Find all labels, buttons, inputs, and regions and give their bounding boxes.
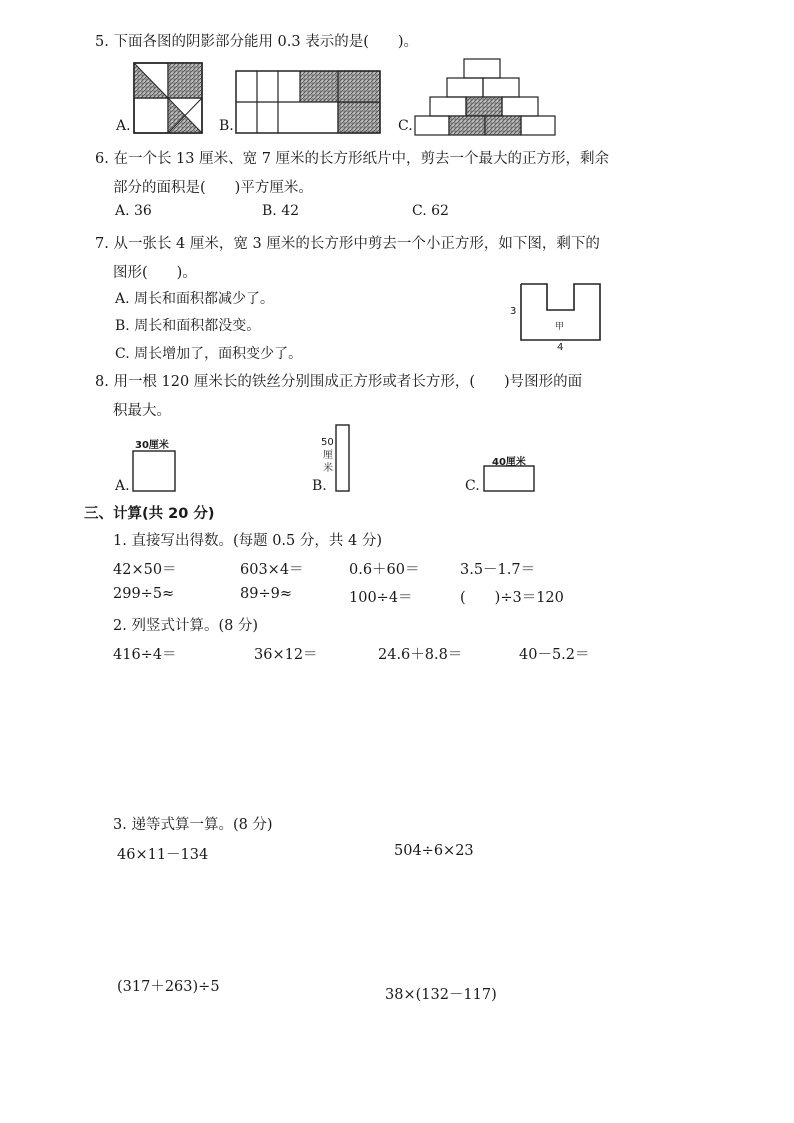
q8-line2: 积最大。 (113, 403, 171, 419)
calc-item: 42×50＝ (113, 562, 177, 578)
q8-figure-a-square (132, 450, 176, 492)
q6-option-c: C. 62 (412, 203, 449, 219)
q7-option-c: C. 周长增加了，面积变少了。 (115, 346, 303, 362)
q7-option-a: A. 周长和面积都减少了。 (115, 291, 275, 307)
q6-line2: 部分的面积是( )平方厘米。 (113, 180, 313, 196)
calc-item: 89÷9≈ (240, 586, 292, 602)
q6-option-b: B. 42 (262, 203, 300, 219)
q5-option-b-label: B. (219, 118, 234, 134)
section3-title: 三、计算(共 20 分) (84, 506, 215, 522)
vertical-calc-item: 416÷4＝ (113, 647, 177, 663)
q7-option-b: B. 周长和面积都没变。 (115, 318, 261, 334)
q5-text: 5. 下面各图的阴影部分能用 0.3 表示的是( )。 (95, 34, 419, 50)
q8-option-c-label: C. (465, 478, 480, 494)
vertical-calc-item: 40－5.2＝ (519, 647, 590, 663)
step-calc-item: 38×(132－117) (385, 987, 497, 1003)
q5-figure-a (133, 62, 203, 134)
step-calc-item: 504÷6×23 (394, 843, 474, 859)
q5-figure-b (235, 70, 381, 134)
q8-label-b-unit2: 米 (323, 463, 333, 474)
q8-label-a: 30厘米 (135, 440, 169, 451)
q8-option-a-label: A. (115, 478, 130, 494)
vertical-calc-item: 24.6＋8.8＝ (378, 647, 463, 663)
step-calc-item: 46×11－134 (117, 847, 209, 863)
q8-label-c: 40厘米 (492, 457, 526, 468)
calc-item: 299÷5≈ (113, 586, 175, 602)
calc-item: 603×4＝ (240, 562, 304, 578)
q8-figure-b-rect (335, 424, 350, 492)
q5-option-a-label: A. (116, 118, 131, 134)
vertical-calc-item: 36×12＝ (254, 647, 318, 663)
q7-figure (520, 283, 602, 341)
q8-label-b-unit1: 厘 (323, 450, 333, 461)
q7-line2: 图形( )。 (113, 265, 197, 281)
q7-line1: 7. 从一张长 4 厘米，宽 3 厘米的长方形中剪去一个小正方形，如下图，剩下的 (95, 236, 600, 252)
calc-item: 3.5－1.7＝ (460, 562, 536, 578)
q8-option-b-label: B. (312, 478, 327, 494)
q7-figure-height: 3 (510, 306, 517, 317)
q7-figure-label: 甲 (555, 322, 565, 332)
calc-item: 0.6＋60＝ (349, 562, 420, 578)
q5-option-c-label: C. (398, 118, 413, 134)
calc-item: ( )÷3＝120 (460, 590, 564, 606)
q7-figure-width: 4 (557, 342, 564, 353)
part1-title: 1. 直接写出得数。(每题 0.5 分，共 4 分) (113, 533, 382, 549)
step-calc-item: (317＋263)÷5 (117, 979, 220, 995)
q5-figure-c (414, 58, 556, 136)
part2-title: 2. 列竖式计算。(8 分) (113, 618, 259, 634)
part3-title: 3. 递等式算一算。(8 分) (113, 817, 273, 833)
q8-line1: 8. 用一根 120 厘米长的铁丝分别围成正方形或者长方形，( )号图形的面 (95, 374, 583, 390)
q8-label-b-num: 50 (321, 437, 334, 448)
q8-figure-c-rect (483, 465, 535, 492)
q6-line1: 6. 在一个长 13 厘米、宽 7 厘米的长方形纸片中，剪去一个最大的正方形，剩余 (95, 151, 610, 167)
q6-option-a: A. 36 (115, 203, 152, 219)
calc-item: 100÷4＝ (349, 590, 413, 606)
